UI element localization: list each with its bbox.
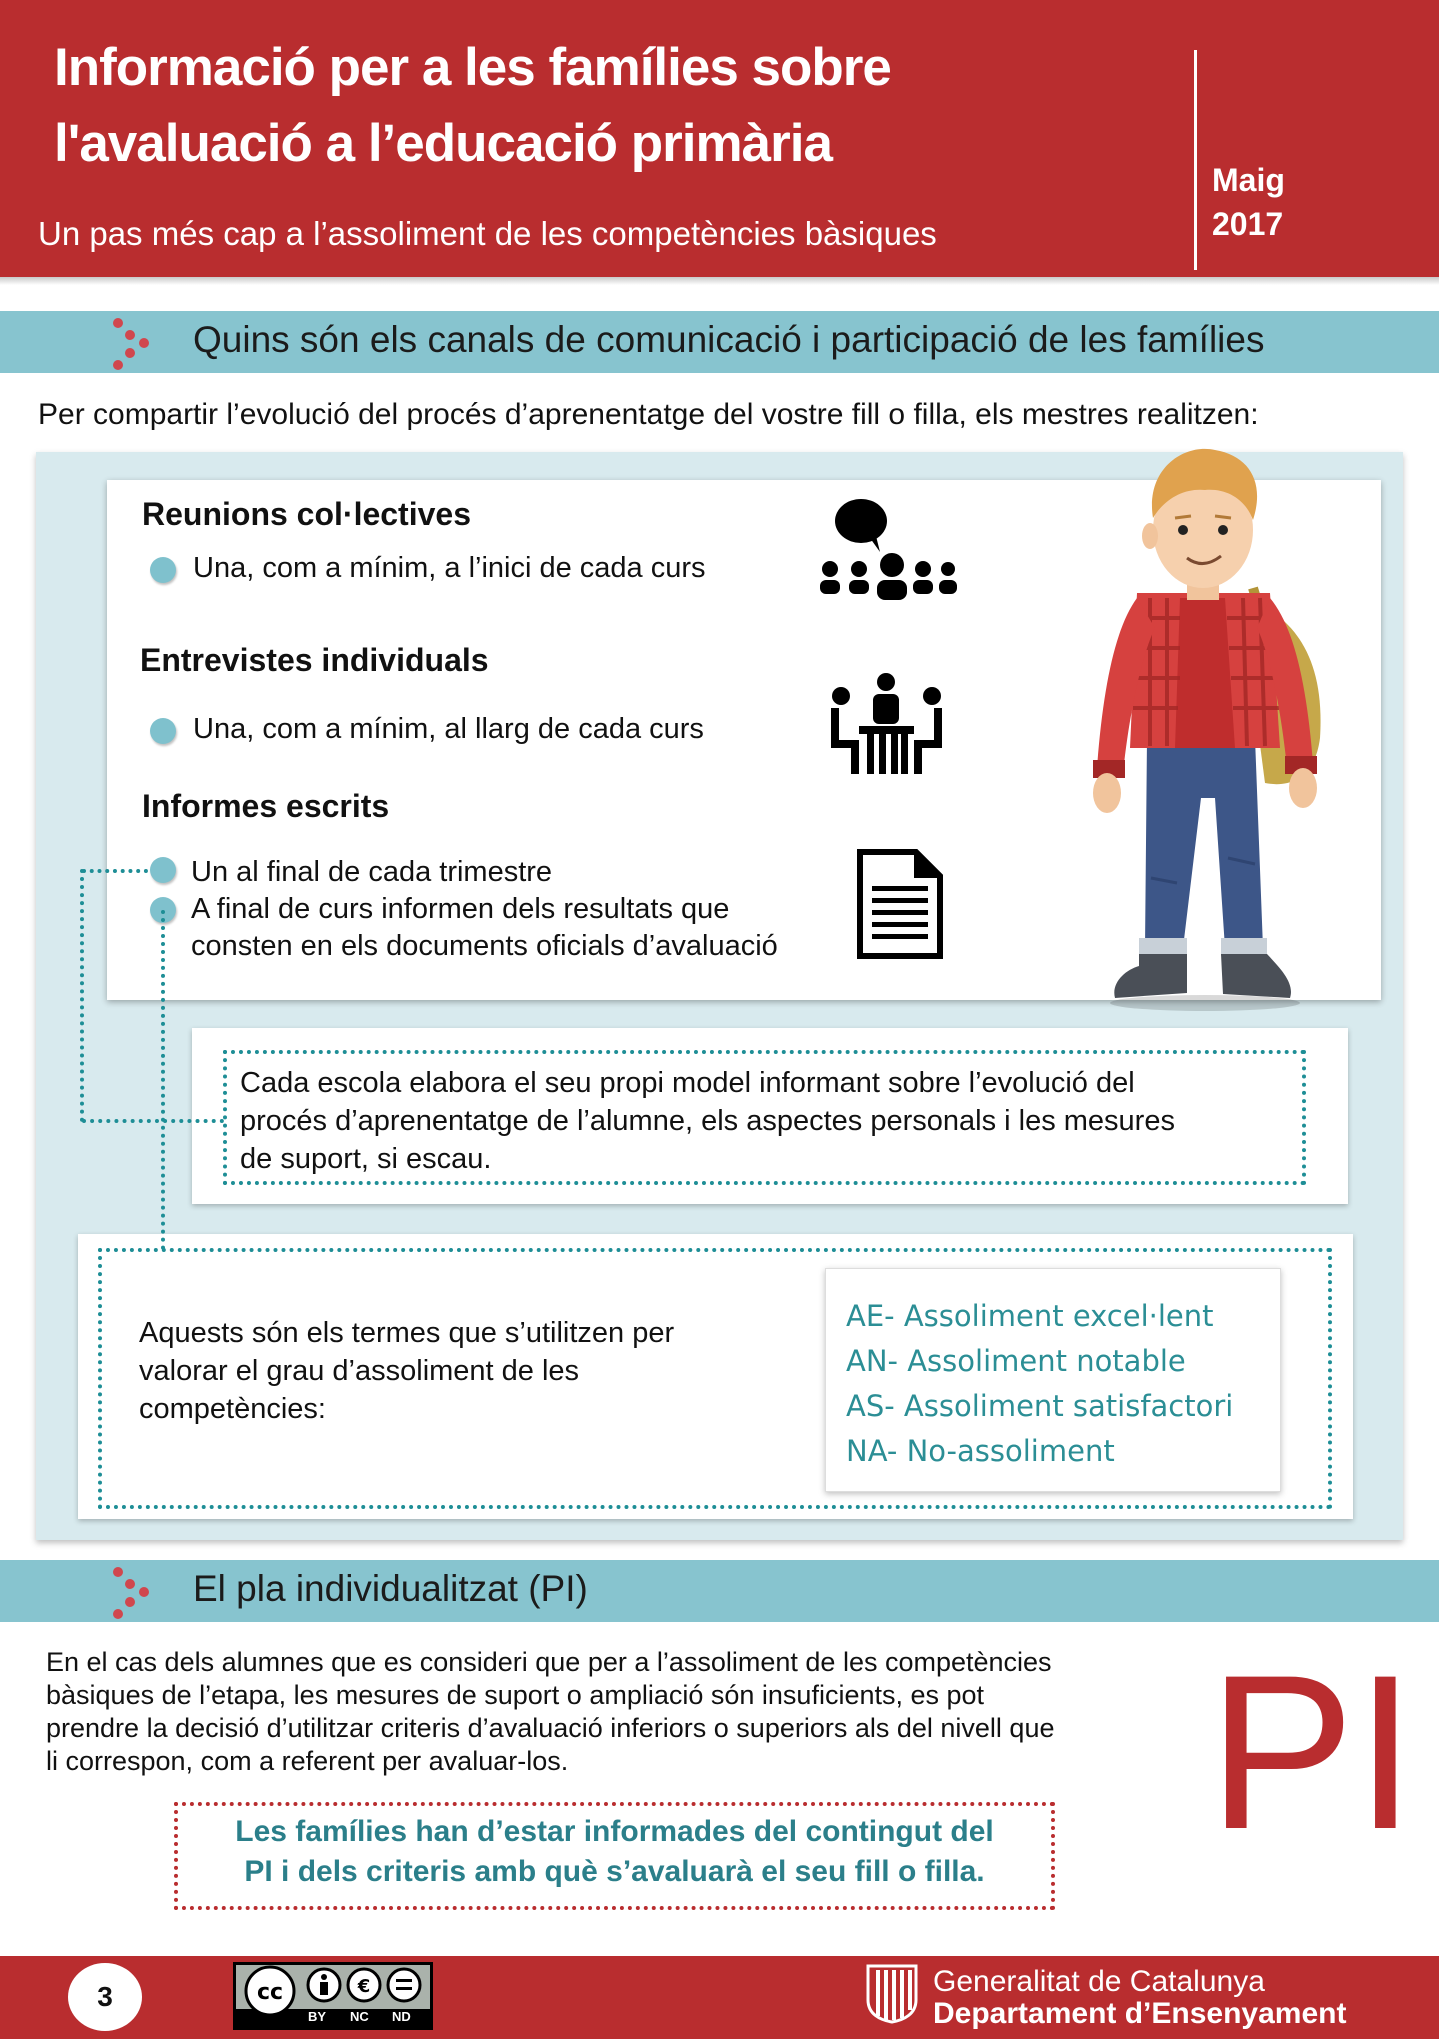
bullet: [150, 718, 176, 744]
date-year: 2017: [1212, 206, 1284, 242]
terms-intro: [139, 1314, 674, 1428]
svg-text:cc: cc: [256, 1980, 284, 2005]
date-month: Maig: [1212, 162, 1285, 198]
group-meeting-icon: [818, 496, 958, 606]
term-as: AS- Assoliment satisfactori: [846, 1389, 1234, 1423]
note-line: de suport, si escau.: [240, 1143, 492, 1175]
pi-callout-line: PI i dels criteris amb què s’avaluarà el seu fill o filla.: [244, 1855, 985, 1888]
title-line-2: l'avaluació a l’educació primària: [54, 114, 832, 173]
section-heading-channels: Quins són els canals de comunicació i participació de les famílies: [193, 319, 1265, 360]
channel-item: A final de curs informen dels resultats que: [191, 893, 730, 925]
student-illustration: [1075, 438, 1335, 1013]
channel-item: Una, com a mínim, al llarg de cada curs: [193, 713, 704, 745]
title-line-1: Informació per a les famílies sobre: [54, 38, 891, 97]
connector-line: [82, 869, 148, 873]
header-divider: [1194, 50, 1197, 270]
terms-intro-line: Aquests són els termes que s’utilitzen per: [139, 1317, 675, 1349]
pi-body-line: prendre la decisió d’utilitzar criteris d’avaluació inferiors o superiors als del nivell que: [46, 1713, 1055, 1743]
pi-body: [46, 1646, 1054, 1778]
document-icon: [856, 848, 944, 960]
pi-body-line: bàsiques de l’etapa, les mesures de suport o ampliació són insuficients, es pot: [46, 1680, 985, 1710]
cc-license-badge[interactable]: [233, 1962, 433, 2030]
dots-decoration-icon: [108, 315, 158, 371]
page-number: 3: [68, 1963, 142, 2031]
pi-big-label: PI: [1208, 1629, 1416, 1875]
pi-callout-line: Les famílies han d’estar informades del contingut del: [235, 1815, 994, 1848]
bullet: [150, 857, 176, 883]
org-department: Departament d’Ensenyament: [933, 1997, 1347, 2030]
channel-heading-meetings: Reunions col·lectives: [142, 496, 471, 532]
note-line: Cada escola elabora el seu propi model informant sobre l’evolució del: [240, 1067, 1135, 1099]
section-bar-pi: [0, 1560, 1439, 1622]
cc-by-label: BY: [308, 2009, 327, 2024]
terms-intro-line: competències:: [139, 1393, 326, 1425]
header-shadow: [0, 277, 1439, 285]
generalitat-logo-icon: [864, 1962, 920, 2024]
svg-text:€: €: [357, 1976, 371, 1997]
section-bar-channels: [0, 311, 1439, 373]
section-heading-pi: El pla individualitzat (PI): [193, 1568, 588, 1609]
pi-body-line: En el cas dels alumnes que es consideri que per a l’assoliment de les competències: [46, 1647, 1052, 1677]
pi-callout-text: [174, 1812, 1055, 1892]
bullet: [150, 557, 176, 583]
channel-item: Una, com a mínim, a l’inici de cada curs: [193, 552, 706, 584]
terms-intro-line: valorar el grau d’assoliment de les: [139, 1355, 580, 1387]
dots-decoration-icon: [108, 1564, 158, 1620]
note-line: procés d’aprenentatge de l’alumne, els aspectes personals i les mesures: [240, 1105, 1175, 1137]
channel-item: Un al final de cada trimestre: [191, 856, 553, 888]
connector-line: [80, 869, 84, 1122]
term-ae: AE- Assoliment excel·lent: [846, 1299, 1214, 1333]
term-na: NA- No-assoliment: [846, 1434, 1115, 1468]
connector-line: [161, 910, 165, 1250]
pi-body-line: li correspon, com a referent per avaluar-los.: [46, 1746, 569, 1776]
channel-item: consten en els documents oficials d’avaluació: [191, 930, 778, 962]
intro-text: Per compartir l’evolució del procés d’aprenentatge del vostre fill o filla, els mestres realitzen:: [38, 398, 1259, 431]
org-name: Generalitat de Catalunya: [933, 1965, 1265, 1998]
channel-heading-reports: Informes escrits: [142, 788, 390, 824]
channel-heading-interviews: Entrevistes individuals: [140, 642, 489, 678]
cc-nd-label: ND: [392, 2009, 411, 2024]
terms-list: [825, 1268, 1281, 1492]
term-an: AN- Assoliment notable: [846, 1344, 1186, 1378]
note-text: [240, 1064, 1320, 1178]
interview-table-icon: [829, 672, 944, 777]
connector-line: [82, 1119, 224, 1123]
page-title: [54, 30, 1154, 182]
page-subtitle: Un pas més cap a l’assoliment de les competències bàsiques: [38, 215, 937, 252]
cc-nc-label: NC: [350, 2009, 369, 2024]
